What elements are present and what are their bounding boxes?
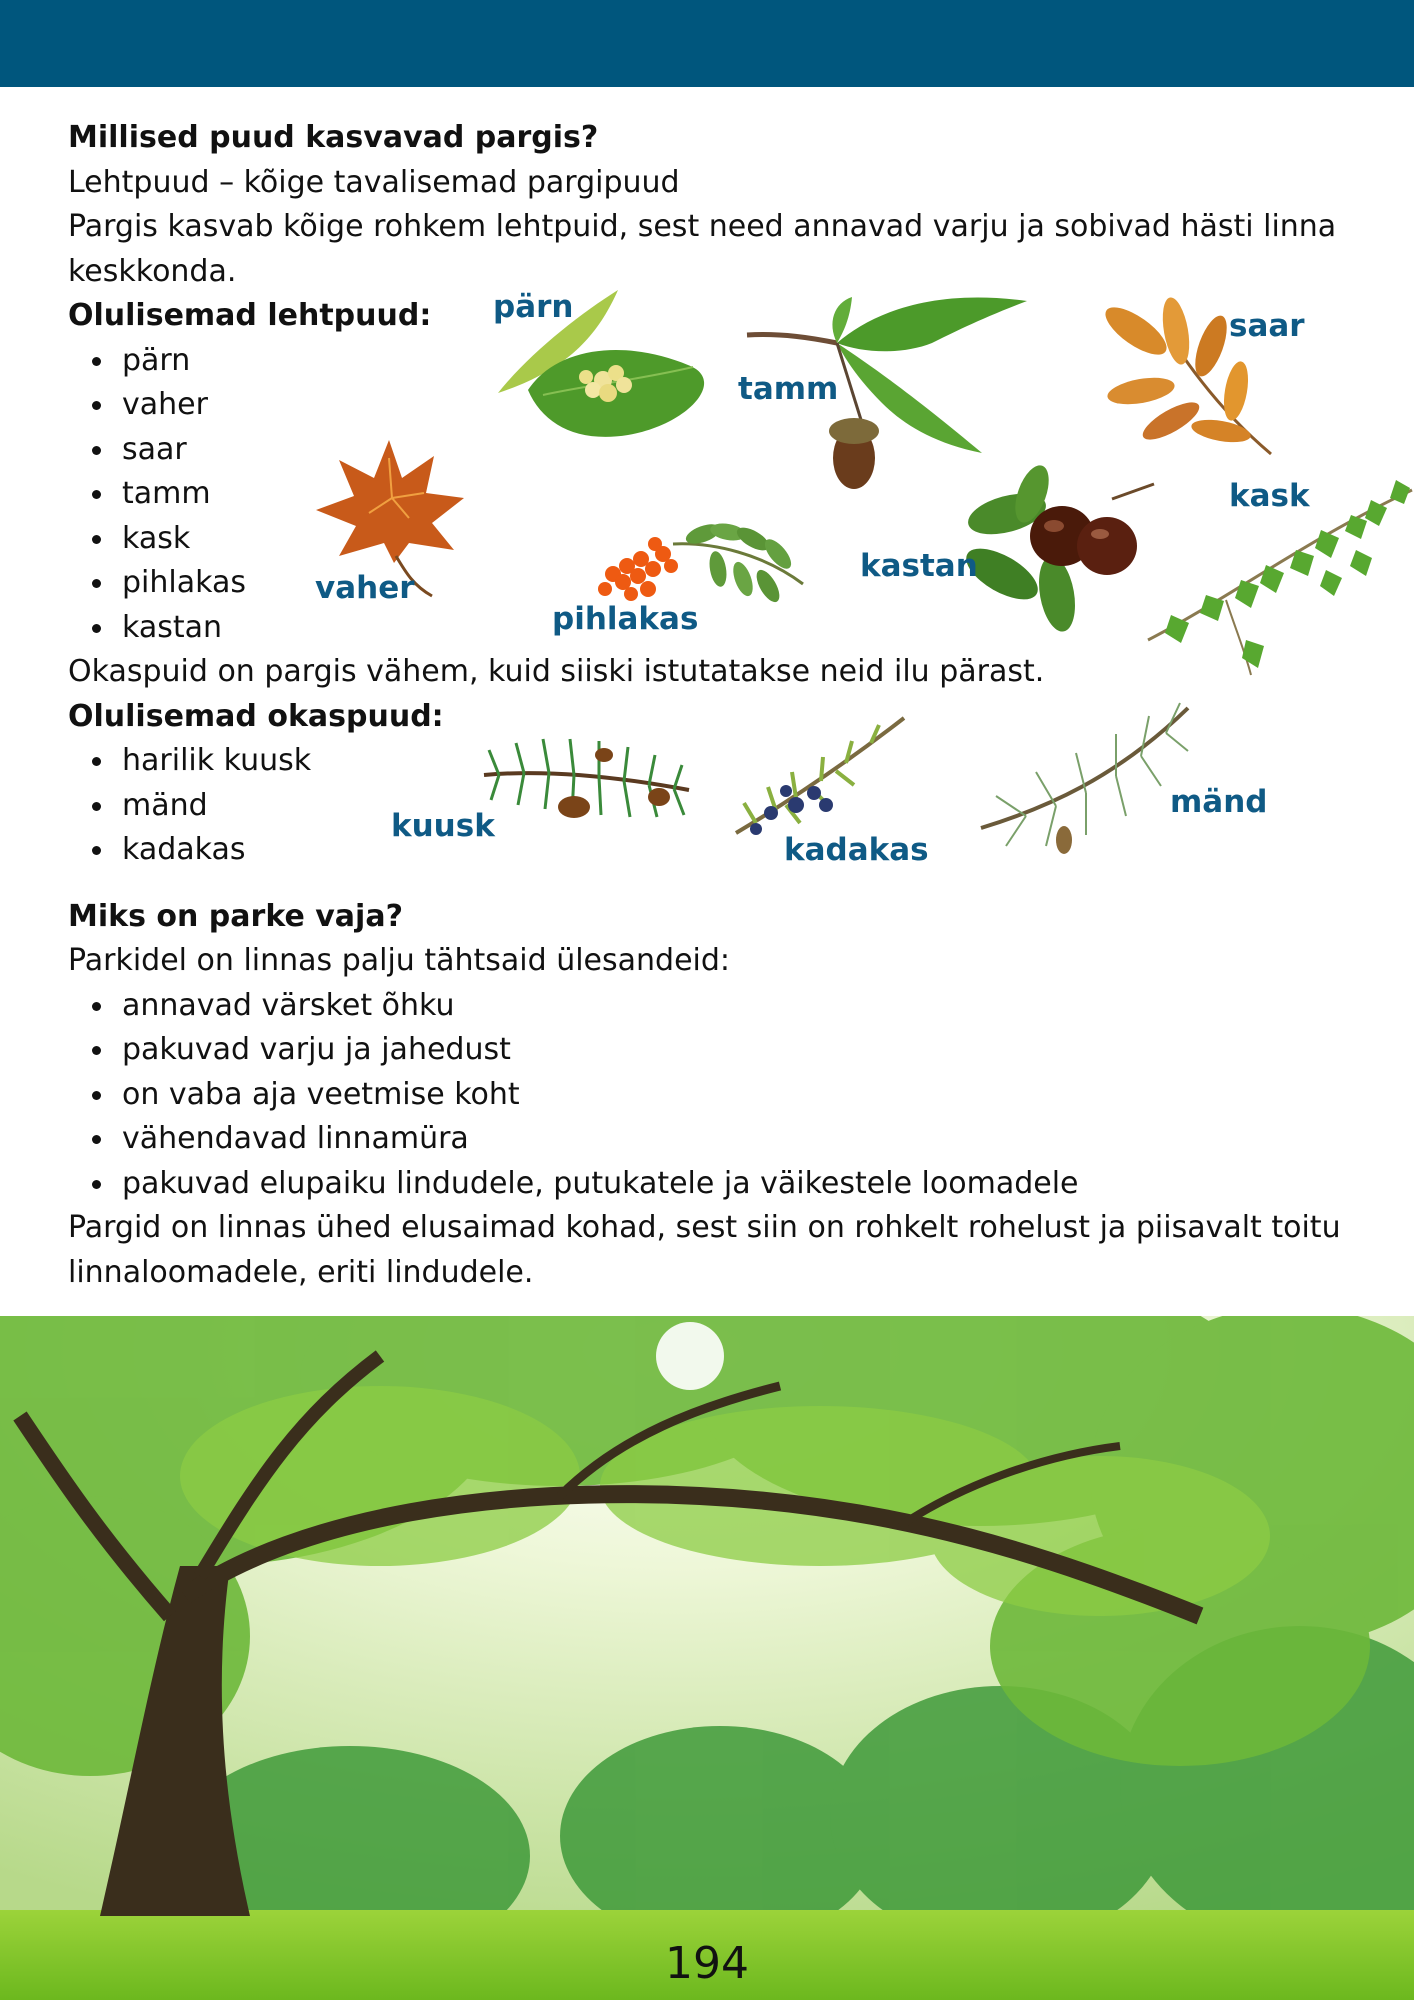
page-number: 194 — [665, 1938, 749, 1989]
rowan-branch-illustration — [593, 514, 805, 609]
intro-paragraph: Pargis kasvab kõige rohkem lehtpuid, sest need annavad varju ja sobivad hästi linna keskkonda. — [68, 209, 1337, 289]
label-kuusk: kuusk — [391, 808, 495, 844]
list-item: pakuvad elupaiku lindudele, putukatele ja väikestele loomadele — [122, 1162, 1358, 1207]
section-heading-parks: Miks on parke vaja? — [68, 898, 403, 934]
list-item: tamm — [122, 472, 1358, 517]
chestnut-illustration — [962, 474, 1162, 634]
label-saar: saar — [1229, 308, 1305, 344]
label-kadakas: kadakas — [784, 832, 929, 868]
spruce-branch-illustration — [479, 715, 695, 855]
conifer-intro: Okaspuid on pargis vähem, kuid siiski istutatakse neid ilu pärast. — [68, 654, 1045, 689]
list-item: saar — [122, 428, 1358, 473]
label-vaher: vaher — [315, 570, 415, 606]
subheading-deciduous: Lehtpuud – kõige tavalisemad pargipuud — [68, 164, 680, 200]
list-item: pihlakas — [122, 561, 1358, 606]
label-kastan: kastan — [860, 548, 978, 584]
juniper-branch-illustration — [726, 713, 908, 848]
label-parn: pärn — [493, 289, 574, 325]
list-item: on vaba aja veetmise koht — [122, 1073, 1358, 1118]
label-mand: mänd — [1170, 784, 1268, 820]
conifer-title: Olulisemad okaspuud: — [68, 698, 444, 734]
label-tamm: tamm — [738, 371, 839, 407]
label-kask: kask — [1229, 478, 1310, 514]
list-item: vähendavad linnamüra — [122, 1117, 1358, 1162]
park-tree-photo — [0, 1316, 1414, 2000]
label-pihlakas: pihlakas — [552, 601, 699, 637]
list-item: harilik kuusk — [122, 739, 1358, 784]
list-item: pärn — [122, 339, 1358, 384]
pine-branch-illustration — [976, 698, 1194, 866]
list-item: annavad värsket õhku — [122, 984, 1358, 1029]
reasons-list — [68, 984, 1358, 1207]
list-item: kastan — [122, 606, 1358, 651]
list-item: pakuvad varju ja jahedust — [122, 1028, 1358, 1073]
list-item: vaher — [122, 383, 1358, 428]
header-band — [0, 0, 1414, 87]
list-item: kadakas — [122, 828, 1358, 873]
deciduous-title: Olulisemad lehtpuud: — [68, 298, 432, 333]
list-item: mänd — [122, 784, 1358, 829]
conclusion-paragraph: Pargid on linnas ühed elusaimad kohad, sest siin on rohkelt rohelust ja piisavalt toitu linnaloomadele, eriti lindudele. — [68, 1210, 1341, 1290]
parks-intro: Parkidel on linnas palju tähtsaid ülesandeid: — [68, 943, 731, 978]
section-heading-trees: Millised puud kasvavad pargis? — [68, 120, 599, 155]
list-item: kask — [122, 517, 1358, 562]
